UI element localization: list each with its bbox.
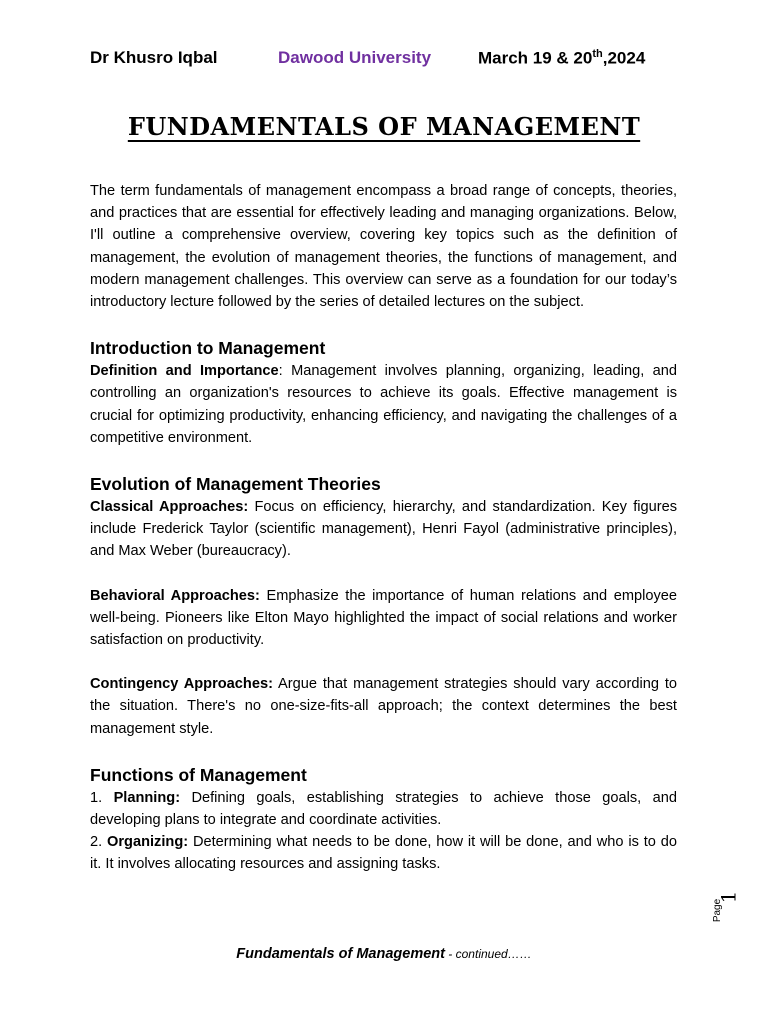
classical-label: Classical Approaches: (90, 499, 249, 516)
definition-paragraph (90, 360, 677, 449)
date-prefix: March 19 & 20 (478, 48, 593, 68)
definition-label: Definition and Importance (90, 363, 279, 380)
contingency-text: Argue that management strategies should vary according to the situation. There's no one-size-fits-all approach; the context determines the best management style. (90, 676, 677, 737)
behavioral-label: Behavioral Approaches: (90, 587, 260, 604)
planning-number: 1. (90, 789, 114, 806)
intro-paragraph: The term fundamentals of management encompass a broad range of concepts, theories, and practices that are essential for effectively leading and managing organizations. Below, I'll outline a comprehensive overview, covering key topics such as the definition of management, the evolution of management theories, the functions of management, and modern management challenges. This overview can serve as a foundation for our today’s introductory lecture followed by the series of detailed lectures on the subject. (90, 183, 677, 311)
page-number-value: 1 (716, 890, 741, 904)
page-footer (0, 945, 768, 962)
behavioral-paragraph (90, 585, 677, 652)
document-body (90, 180, 677, 876)
document-title-block (0, 112, 768, 141)
lecture-date (478, 48, 645, 69)
organizing-number: 2. (90, 834, 108, 851)
definition-text: : Management involves planning, organizing, leading, and controlling an organization's resources to achieve its goals. Effective management is crucial for optimizing productivity, enhancing efficiency, and navigating the challenges of a competitive environment. (90, 363, 678, 446)
organizing-label: Organizing: (107, 834, 189, 851)
planning-text: Defining goals, establishing strategies to achieve those goals, and developing plans to integrate and coordinate activities. (90, 789, 677, 829)
planning-label: Planning: (113, 789, 181, 806)
date-suffix: ,2024 (602, 48, 646, 68)
page-word: Page (712, 898, 724, 923)
heading-introduction: Introduction to Management (90, 338, 326, 359)
heading-evolution: Evolution of Management Theories (90, 474, 381, 495)
contingency-paragraph (90, 673, 677, 740)
footer-continued: - continued…… (444, 947, 532, 961)
page-number (712, 885, 740, 931)
heading-functions: Functions of Management (90, 764, 307, 785)
university-name: Dawood University (278, 48, 432, 67)
planning-paragraph (90, 787, 677, 831)
document-title: FUNDAMENTALS OF MANAGEMENT (127, 112, 641, 141)
organizing-paragraph (90, 831, 677, 875)
footer-title: Fundamentals of Management (236, 946, 445, 962)
date-superscript: th (592, 48, 603, 60)
classical-paragraph (90, 496, 677, 563)
classical-text: Focus on efficiency, hierarchy, and standardization. Key figures include Frederick Taylor (scientific management), Henri Fayol (administrative principles), and Max Weber (bureaucracy). (90, 499, 678, 560)
organizing-text: Determining what needs to be done, how it will be done, and who is to do it. It involves allocating resources and assigning tasks. (90, 834, 677, 873)
author-name: Dr Khusro Iqbal (90, 48, 218, 67)
behavioral-text: Emphasize the importance of human relations and employee well-being. Pioneers like Elton Mayo highlighted the impact of social relations and worker satisfaction on productivity. (90, 587, 677, 649)
page-header (90, 48, 680, 72)
contingency-label: Contingency Approaches: (90, 676, 273, 693)
